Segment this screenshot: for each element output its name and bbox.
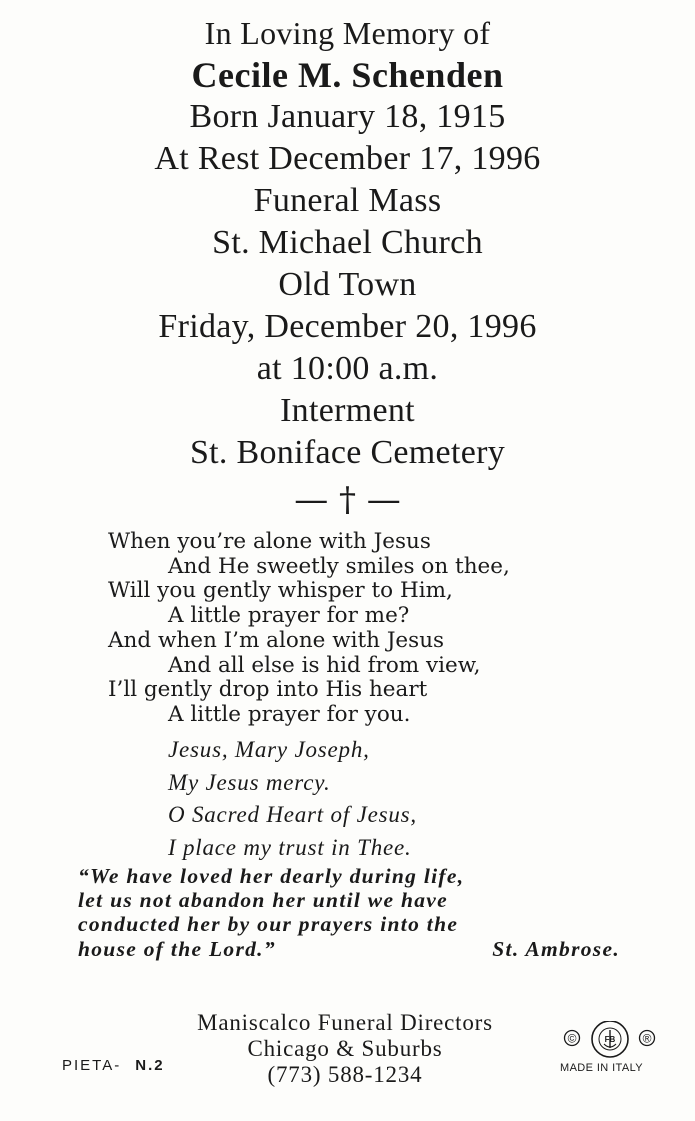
quote-line: “We have loved her dearly during life, bbox=[78, 864, 465, 888]
poem-line: A little prayer for me? bbox=[168, 603, 410, 629]
poem-line: When you’re alone with Jesus bbox=[108, 529, 431, 554]
memorial-intro: In Loving Memory of bbox=[204, 15, 491, 51]
quote-line: conducted her by our prayers into the bbox=[78, 912, 459, 937]
funeral-director-region: Chicago & Suburbs bbox=[247, 1036, 443, 1061]
prayer-line: O Sacred Heart of Jesus, bbox=[168, 802, 417, 827]
deceased-name: Cecile M. Schenden bbox=[191, 55, 504, 95]
made-in-label: MADE IN ITALY bbox=[560, 1062, 644, 1074]
seal-letters: FB bbox=[604, 1035, 616, 1044]
interment-label: Interment bbox=[280, 392, 415, 429]
poem-line: And all else is hid from view, bbox=[168, 652, 481, 678]
prayers bbox=[168, 734, 628, 864]
poem-line: I’ll gently drop into His heart bbox=[108, 677, 428, 703]
copyright-symbol: © bbox=[567, 1031, 577, 1046]
memorial-header bbox=[0, 12, 695, 474]
death-date: At Rest December 17, 1996 bbox=[154, 140, 541, 177]
church-name: St. Michael Church bbox=[212, 224, 483, 261]
prayer-line: I place my trust in Thee. bbox=[168, 834, 412, 860]
poem-line: A little prayer for you. bbox=[168, 701, 411, 727]
publisher-seal-icon bbox=[562, 1021, 658, 1061]
card-code bbox=[62, 1057, 165, 1074]
poem bbox=[108, 530, 628, 728]
card-code-label: PIETA- bbox=[62, 1057, 122, 1074]
prayer-line: Jesus, Mary Joseph, bbox=[168, 737, 370, 762]
funeral-director-info bbox=[140, 1010, 550, 1088]
quote-author: St. Ambrose. bbox=[492, 936, 620, 961]
quote-last-row bbox=[78, 937, 620, 961]
quote-line: house of the Lord.” bbox=[78, 936, 276, 961]
service-date: Friday, December 20, 1996 bbox=[158, 308, 537, 345]
cemetery-name: St. Boniface Cemetery bbox=[189, 434, 506, 471]
service-type: Funeral Mass bbox=[253, 182, 442, 219]
cross-divider: — † — bbox=[294, 480, 401, 520]
funeral-director-name: Maniscalco Funeral Directors bbox=[197, 1010, 493, 1035]
poem-line: Will you gently whisper to Him, bbox=[108, 578, 453, 604]
funeral-director-phone: (773) 588-1234 bbox=[267, 1062, 423, 1087]
ambrose-quote bbox=[78, 864, 620, 961]
poem-line: And when I’m alone with Jesus bbox=[108, 627, 445, 653]
service-time: at 10:00 a.m. bbox=[256, 350, 439, 387]
registered-symbol: ® bbox=[642, 1031, 652, 1046]
birth-date: Born January 18, 1915 bbox=[189, 98, 506, 135]
card-code-number: N.2 bbox=[135, 1057, 165, 1074]
church-area: Old Town bbox=[278, 266, 417, 303]
prayer-line: My Jesus mercy. bbox=[168, 769, 331, 795]
poem-line: And He sweetly smiles on thee, bbox=[168, 553, 510, 579]
quote-line: let us not abandon her until we have bbox=[78, 888, 448, 913]
